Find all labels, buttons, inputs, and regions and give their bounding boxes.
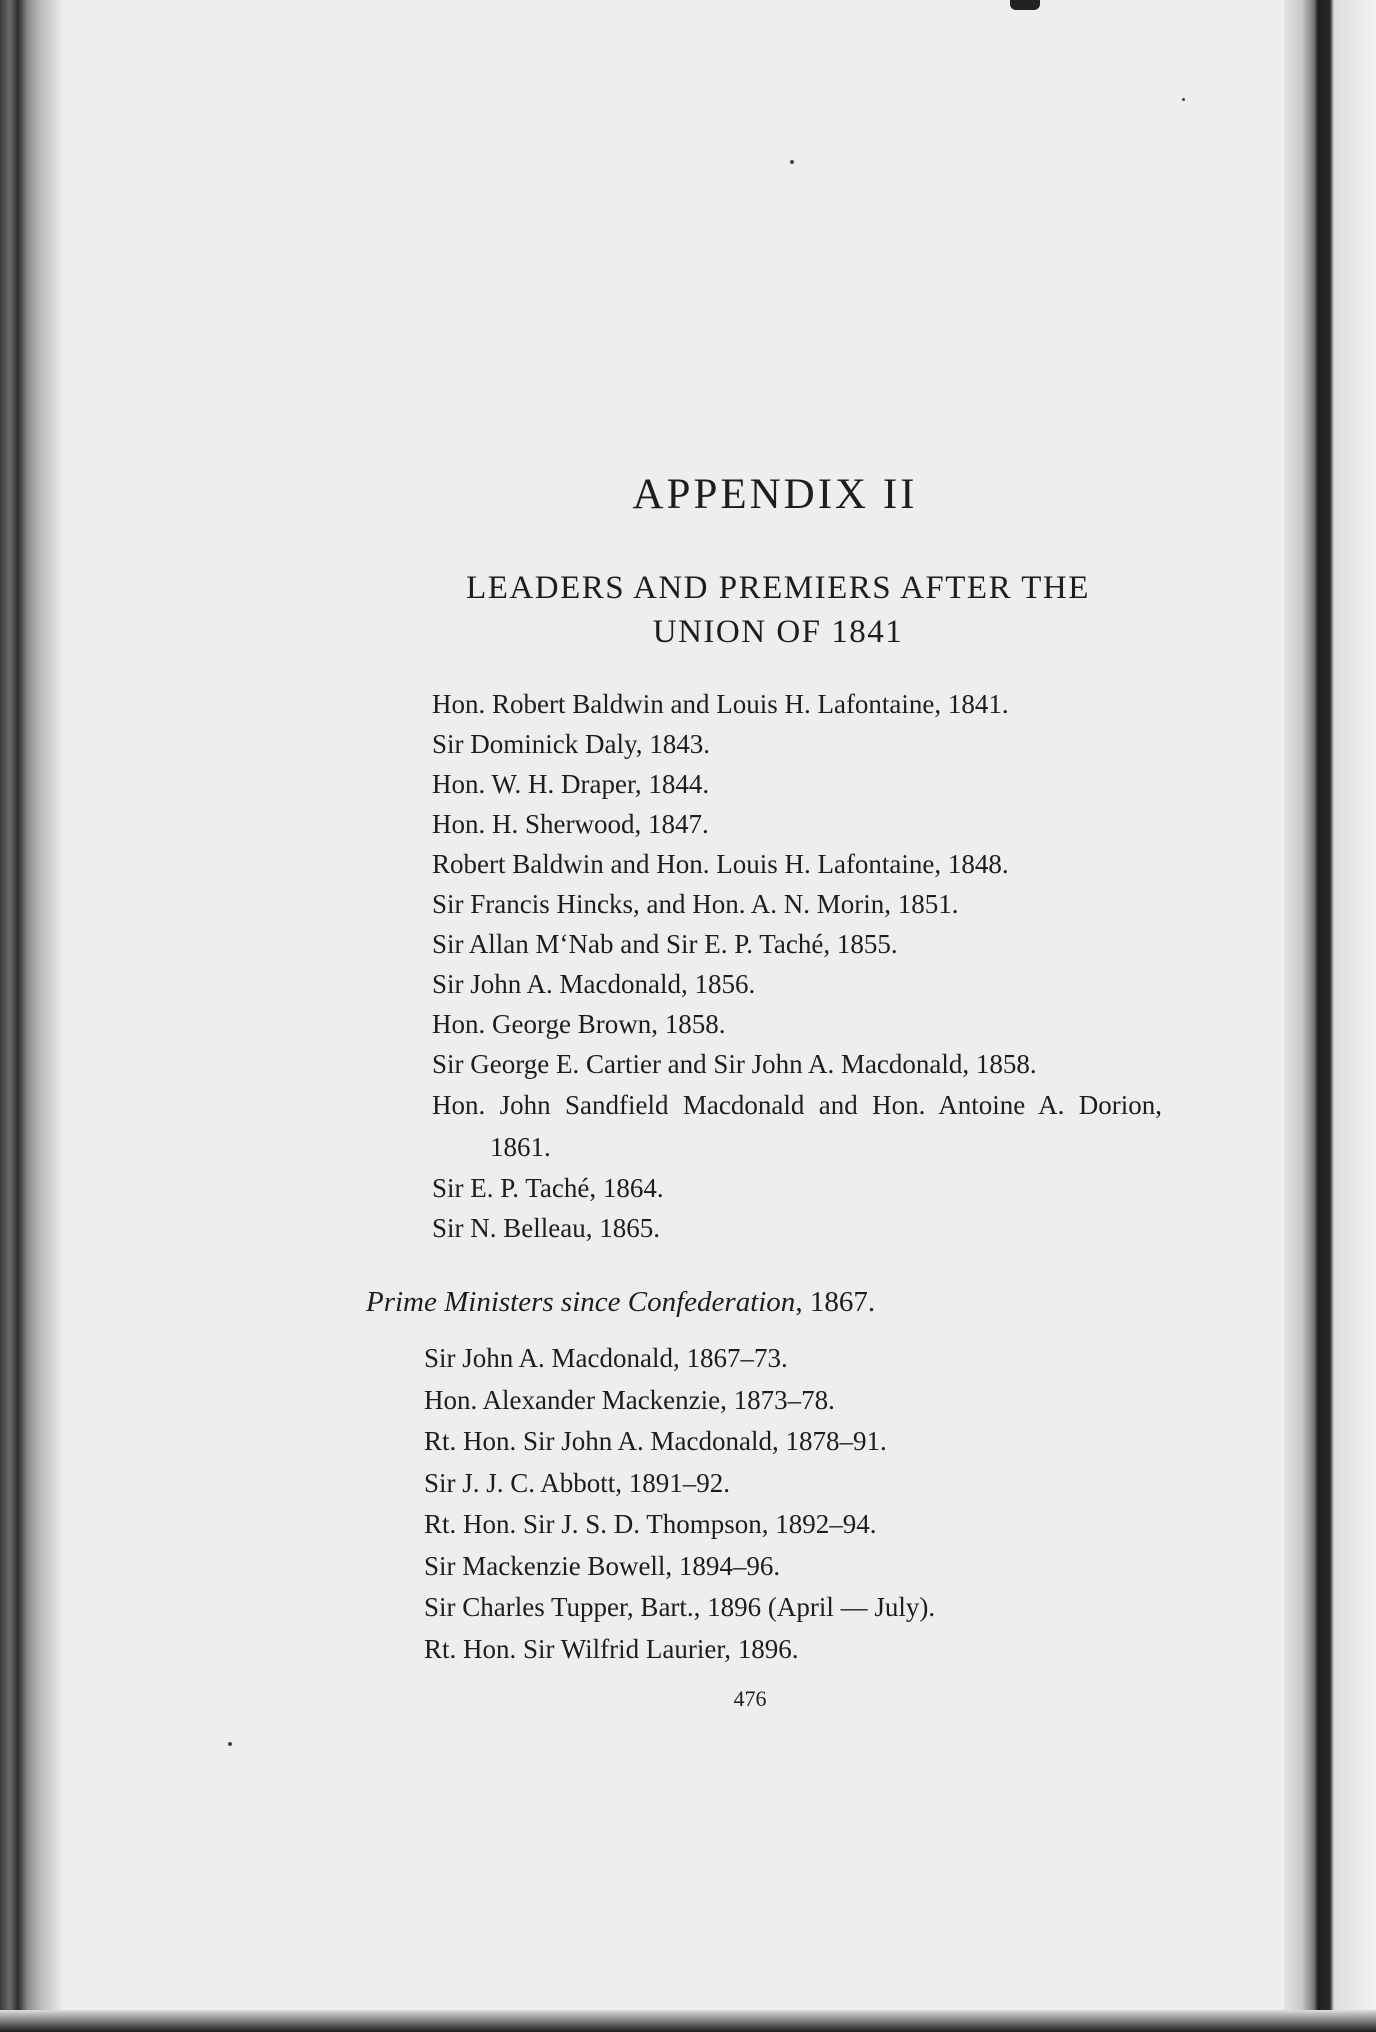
list-item: Sir Francis Hincks, and Hon. A. N. Morin, 1851. — [432, 889, 959, 919]
list-item: Sir John A. Macdonald, 1856. — [432, 969, 756, 999]
list-item: Rt. Hon. Sir John A. Macdonald, 1878–91. — [424, 1426, 887, 1456]
prime-ministers-list — [424, 1338, 1124, 1670]
list-item: Rt. Hon. Sir J. S. D. Thompson, 1892–94. — [424, 1509, 877, 1539]
top-edge-mark — [1010, 0, 1040, 10]
appendix-title: APPENDIX II — [632, 471, 918, 518]
paper-speck — [1182, 98, 1185, 101]
list-item: Hon. H. Sherwood, 1847. — [432, 809, 709, 839]
section-title — [428, 566, 1128, 654]
section-title-line-1: LEADERS AND PREMIERS AFTER THE — [466, 570, 1090, 606]
list-item: Rt. Hon. Sir Wilfrid Laurier, 1896. — [424, 1633, 799, 1664]
page-number: 476 — [733, 1686, 767, 1711]
subheading-italic-text: Prime Ministers since Confederation — [366, 1286, 796, 1318]
list-item: Sir Allan M‘Nab and Sir E. P. Taché, 1855. — [432, 929, 898, 959]
list-item: Sir John A. Macdonald, 1867–73. — [424, 1343, 788, 1373]
list-item: Sir E. P. Taché, 1864. — [432, 1173, 664, 1203]
list-item: Sir Dominick Daly, 1843. — [432, 729, 710, 759]
list-item: Sir George E. Cartier and Sir John A. Macdonald, 1858. — [432, 1049, 1037, 1079]
list-item: Sir J. J. C. Abbott, 1891–92. — [424, 1467, 731, 1498]
subheading-year: , 1867. — [795, 1286, 876, 1318]
list-item: Hon. W. H. Draper, 1844. — [432, 769, 710, 799]
list-item: Hon. John Sandfield Macdonald and Hon. Antoine A. Dorion, 1861. — [432, 1090, 1162, 1162]
paper-speck — [228, 1742, 232, 1746]
facing-page-edge — [1284, 0, 1376, 2032]
list-item: Sir N. Belleau, 1865. — [432, 1213, 660, 1243]
list-item: Sir Mackenzie Bowell, 1894–96. — [424, 1550, 781, 1581]
leaders-list — [432, 684, 1162, 1248]
list-item: Hon. George Brown, 1858. — [432, 1009, 726, 1039]
list-item: Hon. Robert Baldwin and Louis H. Lafontaine, 1841. — [432, 689, 1009, 719]
list-item: Robert Baldwin and Hon. Louis H. Lafontaine, 1848. — [432, 849, 1009, 879]
bottom-edge-shadow — [0, 2010, 1376, 2032]
list-item: Hon. Alexander Mackenzie, 1873–78. — [424, 1384, 835, 1415]
prime-ministers-subheading — [366, 1286, 1166, 1319]
section-title-line-2: UNION OF 1841 — [652, 614, 904, 650]
book-spine-shadow — [0, 0, 64, 2032]
paper-speck — [790, 160, 794, 164]
list-item: Sir Charles Tupper, Bart., 1896 (April — July). — [424, 1592, 936, 1622]
